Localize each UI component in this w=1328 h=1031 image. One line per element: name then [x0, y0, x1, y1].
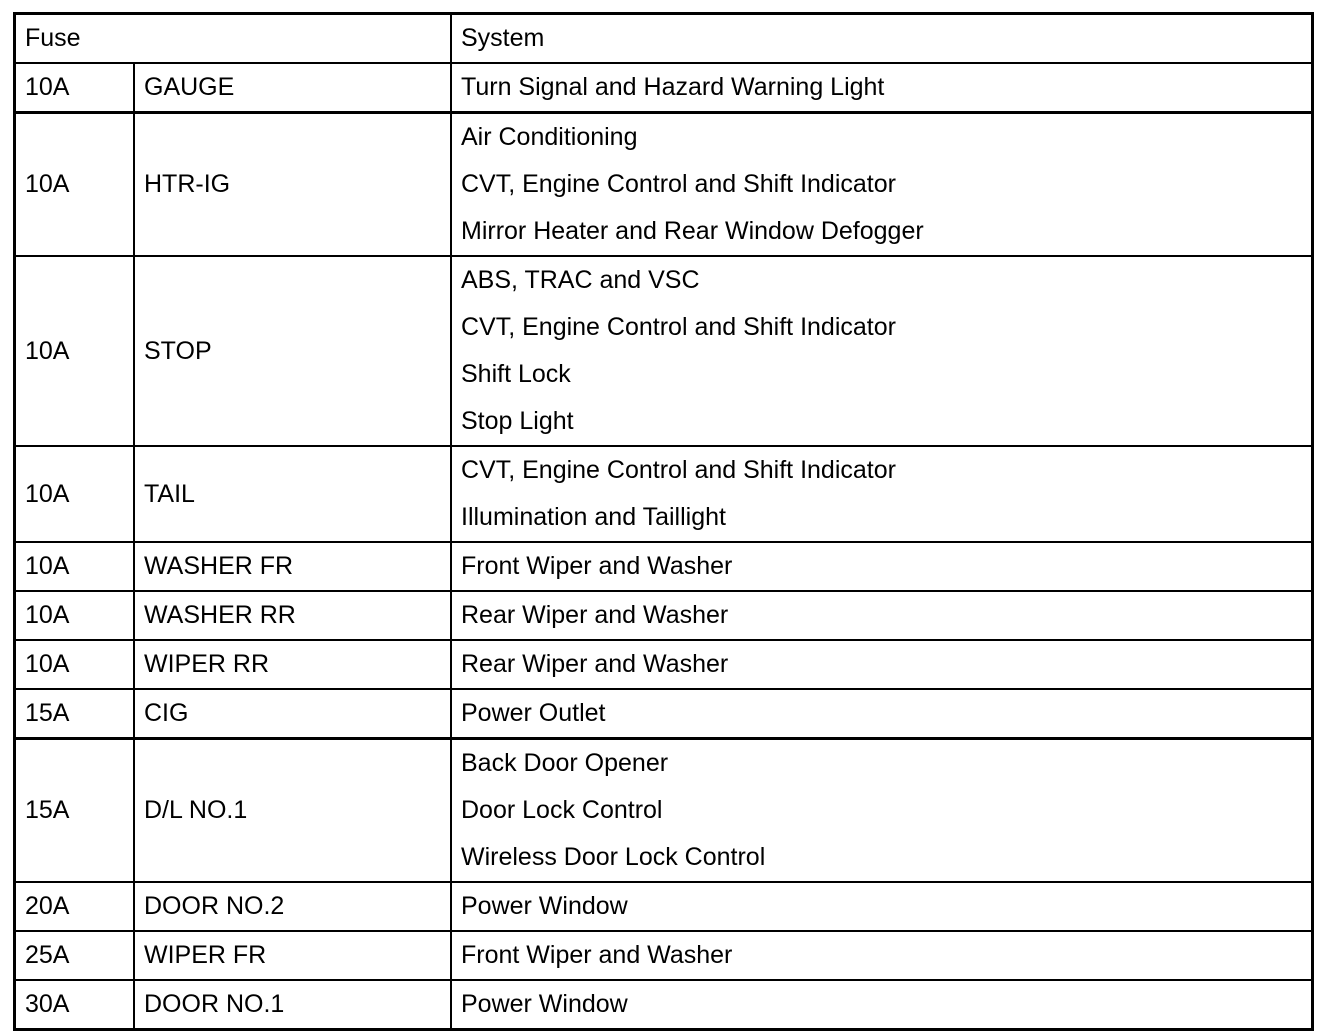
fuse-amperage: 20A: [15, 882, 135, 931]
table-row: [15, 739, 1313, 883]
fuse-name: WASHER RR: [134, 591, 451, 640]
system-item: Door Lock Control: [461, 796, 663, 824]
system-item: CVT, Engine Control and Shift Indicator: [461, 456, 896, 484]
system-cell: [451, 256, 1313, 446]
fuse-name: DOOR NO.2: [134, 882, 451, 931]
table-row: [15, 63, 1313, 113]
system-item: Rear Wiper and Washer: [461, 650, 729, 678]
fuse-name: STOP: [134, 256, 451, 446]
fuse-amperage: 25A: [15, 931, 135, 980]
table-row: [15, 446, 1313, 542]
fuse-name: WASHER FR: [134, 542, 451, 591]
system-item: Stop Light: [461, 407, 574, 435]
system-cell: [451, 591, 1313, 640]
system-item: Power Window: [461, 892, 628, 920]
system-item: Rear Wiper and Washer: [461, 601, 729, 629]
system-cell: [451, 542, 1313, 591]
system-item: ABS, TRAC and VSC: [461, 266, 700, 294]
system-cell: [451, 113, 1313, 257]
fuse-amperage: 15A: [15, 739, 135, 883]
system-item: Shift Lock: [461, 360, 571, 388]
system-cell: [451, 640, 1313, 689]
fuse-amperage: 10A: [15, 591, 135, 640]
fuse-amperage: 15A: [15, 689, 135, 739]
header-row: [15, 14, 1313, 64]
table-row: [15, 689, 1313, 739]
fuse-name: HTR-IG: [134, 113, 451, 257]
fuse-amperage: 10A: [15, 446, 135, 542]
system-item: CVT, Engine Control and Shift Indicator: [461, 170, 896, 198]
system-item: Turn Signal and Hazard Warning Light: [461, 73, 885, 101]
system-cell: [451, 689, 1313, 739]
fuse-amperage: 10A: [15, 113, 135, 257]
table-row: [15, 256, 1313, 446]
system-item: Wireless Door Lock Control: [461, 843, 766, 871]
fuse-name: DOOR NO.1: [134, 980, 451, 1030]
system-item: Power Outlet: [461, 699, 606, 727]
system-item: Air Conditioning: [461, 123, 638, 151]
fuse-amperage: 10A: [15, 63, 135, 113]
system-cell: [451, 63, 1313, 113]
system-item: Back Door Opener: [461, 749, 669, 777]
system-cell: [451, 980, 1313, 1030]
system-item: Mirror Heater and Rear Window Defogger: [461, 217, 924, 245]
fuse-name: WIPER FR: [134, 931, 451, 980]
system-item: Power Window: [461, 990, 628, 1018]
system-column-header: System: [451, 14, 1313, 64]
fuse-table: [13, 12, 1314, 1031]
fuse-name: GAUGE: [134, 63, 451, 113]
system-cell: [451, 739, 1313, 883]
system-item: Illumination and Taillight: [461, 503, 726, 531]
fuse-name: CIG: [134, 689, 451, 739]
system-cell: [451, 931, 1313, 980]
fuse-name: WIPER RR: [134, 640, 451, 689]
table-row: [15, 591, 1313, 640]
system-item: Front Wiper and Washer: [461, 941, 733, 969]
table-row: [15, 542, 1313, 591]
fuse-name: TAIL: [134, 446, 451, 542]
table-row: [15, 980, 1313, 1030]
system-cell: [451, 882, 1313, 931]
fuse-amperage: 10A: [15, 542, 135, 591]
system-item: CVT, Engine Control and Shift Indicator: [461, 313, 896, 341]
fuse-amperage: 30A: [15, 980, 135, 1030]
fuse-name: D/L NO.1: [134, 739, 451, 883]
fuse-column-header: Fuse: [15, 14, 452, 64]
system-item: Front Wiper and Washer: [461, 552, 733, 580]
fuse-table-body: [15, 63, 1313, 1030]
fuse-amperage: 10A: [15, 256, 135, 446]
table-row: [15, 113, 1313, 257]
system-cell: [451, 446, 1313, 542]
table-row: [15, 882, 1313, 931]
table-row: [15, 931, 1313, 980]
table-row: [15, 640, 1313, 689]
fuse-amperage: 10A: [15, 640, 135, 689]
